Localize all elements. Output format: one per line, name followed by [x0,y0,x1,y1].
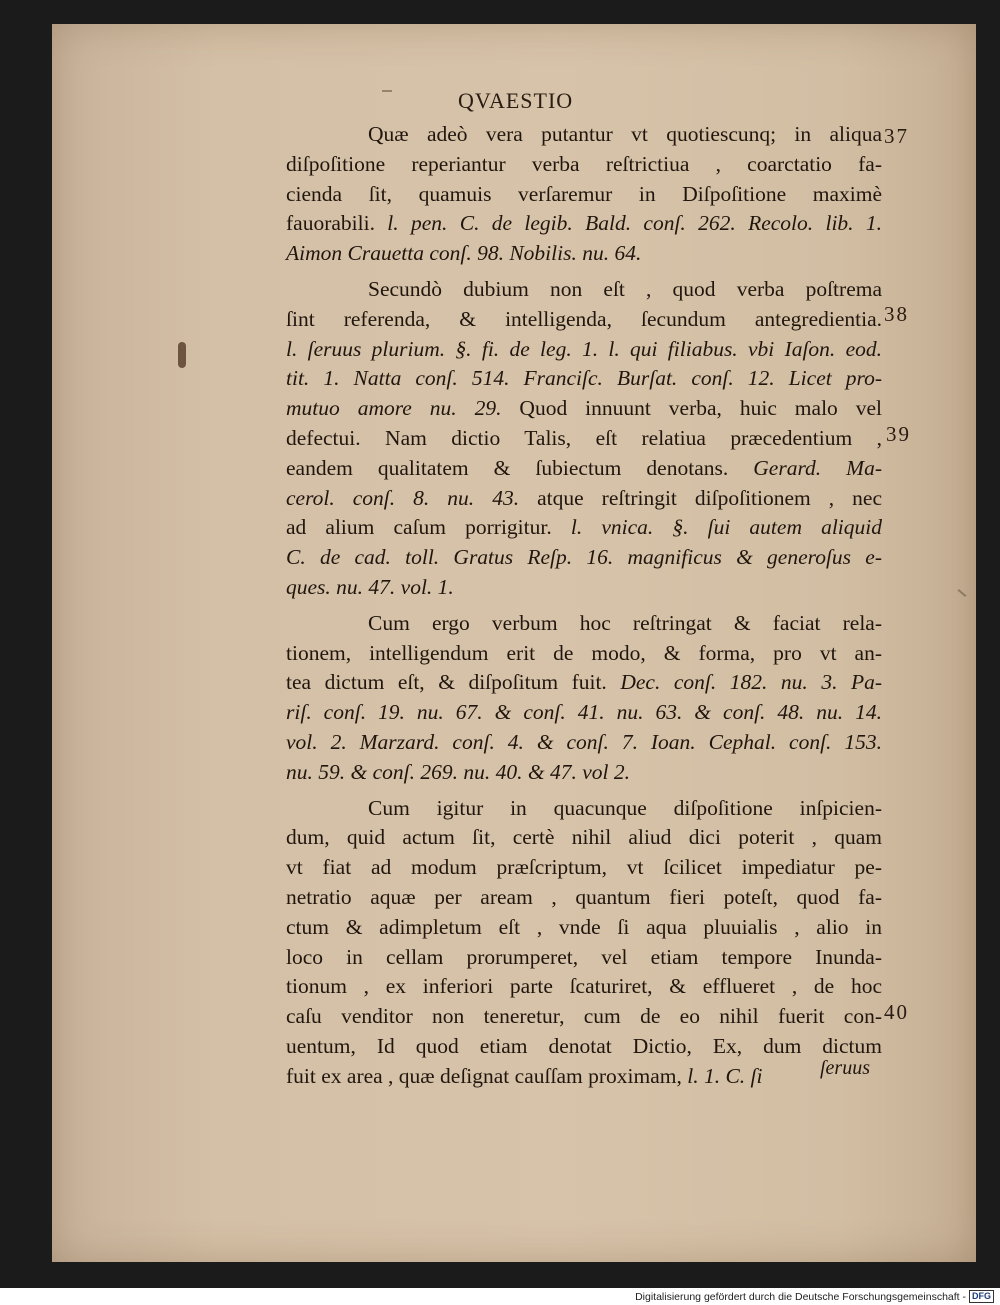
text-line [286,275,882,305]
dfg-logo: DFG [969,1290,994,1303]
text-line [286,573,882,603]
text-line [286,150,882,180]
line-text: diſpoſitione reperiantur verba reſtrictiua , coarctatio fa- [286,151,882,176]
line-text: Secundò dubium non eſt , quod verba poſtrema [368,276,882,301]
line-text: ad alium caſum porrigitur. [286,515,552,540]
citation-text: l. 1. C. ſi [687,1063,763,1088]
text-line [286,668,882,698]
paragraph [286,120,882,269]
line-text: fauorabili. [286,211,375,236]
text-line [286,484,882,514]
text-line [286,454,882,484]
margin-number: 37 [884,124,909,148]
line-text: Quæ adeò vera putantur vt quotiescunq; in aliqua [368,122,882,146]
citation-text: Gerard. Ma- [753,455,882,480]
line-text: Quod innuunt verba, huic malo vel [519,396,883,421]
page-mark [958,589,967,597]
line-text: atque reſtringit diſpoſitionem , nec [537,485,882,510]
citation-text: Dec. conſ. 182. nu. 3. Pa- [620,670,883,695]
body-text [286,120,882,1098]
line-text: tionem, intelligendum erit de modo, & forma, pro vt an- [286,640,882,665]
page-mark [382,90,392,92]
line-text: netratio aquæ per aream , quantum fieri poteſt, quod fa- [286,884,882,909]
text-line [286,1062,882,1092]
text-line [286,972,882,1002]
citation-text: mutuo amore nu. 29. [286,396,502,421]
paragraph [286,609,882,788]
text-line [286,823,882,853]
citation-text: C. de cad. toll. Gratus Reſp. 16. magnificus & generoſus e- [286,545,882,570]
paragraph [286,275,882,603]
line-text: eandem qualitatem & ſubiectum denotans. [286,455,729,480]
line-text: tea dictum eſt, & diſpoſitum fuit. [286,670,607,695]
text-line [286,853,882,883]
line-text: dum, quid actum ſit, certè nihil aliud dici poterit , quam [286,825,882,850]
citation-text: nu. 59. & conſ. 269. nu. 40. & 47. vol 2. [286,759,630,784]
text-line [286,794,882,824]
line-text: vt fiat ad modum præſcriptum, vt ſcilicet impediatur pe- [286,855,882,880]
line-text: caſu venditor non teneretur, cum de eo nihil fuerit con- [286,1004,882,1029]
line-text: Cum ergo verbum hoc reſtringat & faciat rela- [368,610,882,635]
text-line [286,305,882,335]
text-line [286,943,882,973]
line-text: uentum, Id quod etiam denotat Dictio, Ex, dum dictum [286,1033,882,1058]
line-text: cienda ſit, quamuis verſaremur in Diſpoſitione maximè [286,181,882,206]
text-line [286,239,882,269]
margin-number: 39 [886,422,911,446]
citation-text: vol. 2. Marzard. conſ. 4. & conſ. 7. Ioan. Cephal. conſ. 153. [286,729,882,754]
text-line [286,335,882,365]
line-text: Cum igitur in quacunque diſpoſitione inſpicien- [368,795,882,820]
citation-text: l. ſeruus plurium. §. fi. de leg. 1. l. qui filiabus. vbi Iaſon. eod. [286,336,882,361]
footer-text: Digitalisierung gefördert durch die Deutsche Forschungsgemeinschaft - [635,1290,966,1303]
text-line [286,913,882,943]
margin-number: 40 [884,1000,909,1024]
text-line [286,424,882,454]
citation-text: Aimon Crauetta conſ. 98. Nobilis. nu. 64. [286,241,642,266]
line-text: fuit ex area , quæ deſignat cauſſam proximam, [286,1063,682,1088]
citation-text: cerol. conſ. 8. nu. 43. [286,485,520,510]
text-line [286,883,882,913]
citation-text: l. vnica. §. ſui autem aliquid [570,515,882,540]
text-line [286,180,882,210]
running-head: QVAESTIO [458,88,574,113]
text-line [286,1032,882,1062]
text-line [286,609,882,639]
text-line [286,364,882,394]
citation-text: l. pen. C. de legib. Bald. conſ. 262. Recolo. lib. 1. [387,211,883,236]
text-line [286,728,882,758]
line-text: loco in cellam prorumperet, vel etiam tempore Inunda- [286,944,882,969]
catchword: ſeruus [820,1057,870,1079]
paragraph [286,794,882,1092]
text-line [286,513,882,543]
ink-blot [178,342,186,368]
text-line [286,209,882,239]
margin-number: 38 [884,302,909,326]
text-line [286,698,882,728]
digitization-footer [590,1288,1000,1305]
citation-text: ques. nu. 47. vol. 1. [286,574,454,599]
line-text: ctum & adimpletum eſt , vnde ſi aqua pluuialis , alio in [286,914,882,939]
line-text: ſint referenda, & intelligenda, ſecundum antegredientia. [286,306,882,331]
line-text: tionum , ex inferiori parte ſcaturiret, & efflueret , de hoc [286,974,882,999]
line-text: defectui. Nam dictio Talis, eſt relatiua præcedentium , [286,425,882,450]
text-line [286,120,882,150]
citation-text: riſ. conſ. 19. nu. 67. & conſ. 41. nu. 63. & conſ. 48. nu. 14. [286,700,882,725]
text-line [286,639,882,669]
text-line [286,543,882,573]
citation-text: tit. 1. Natta conſ. 514. Franciſc. Burſat. conſ. 12. Licet pro- [286,366,882,391]
text-line [286,394,882,424]
text-line [286,758,882,788]
text-line [286,1002,882,1032]
